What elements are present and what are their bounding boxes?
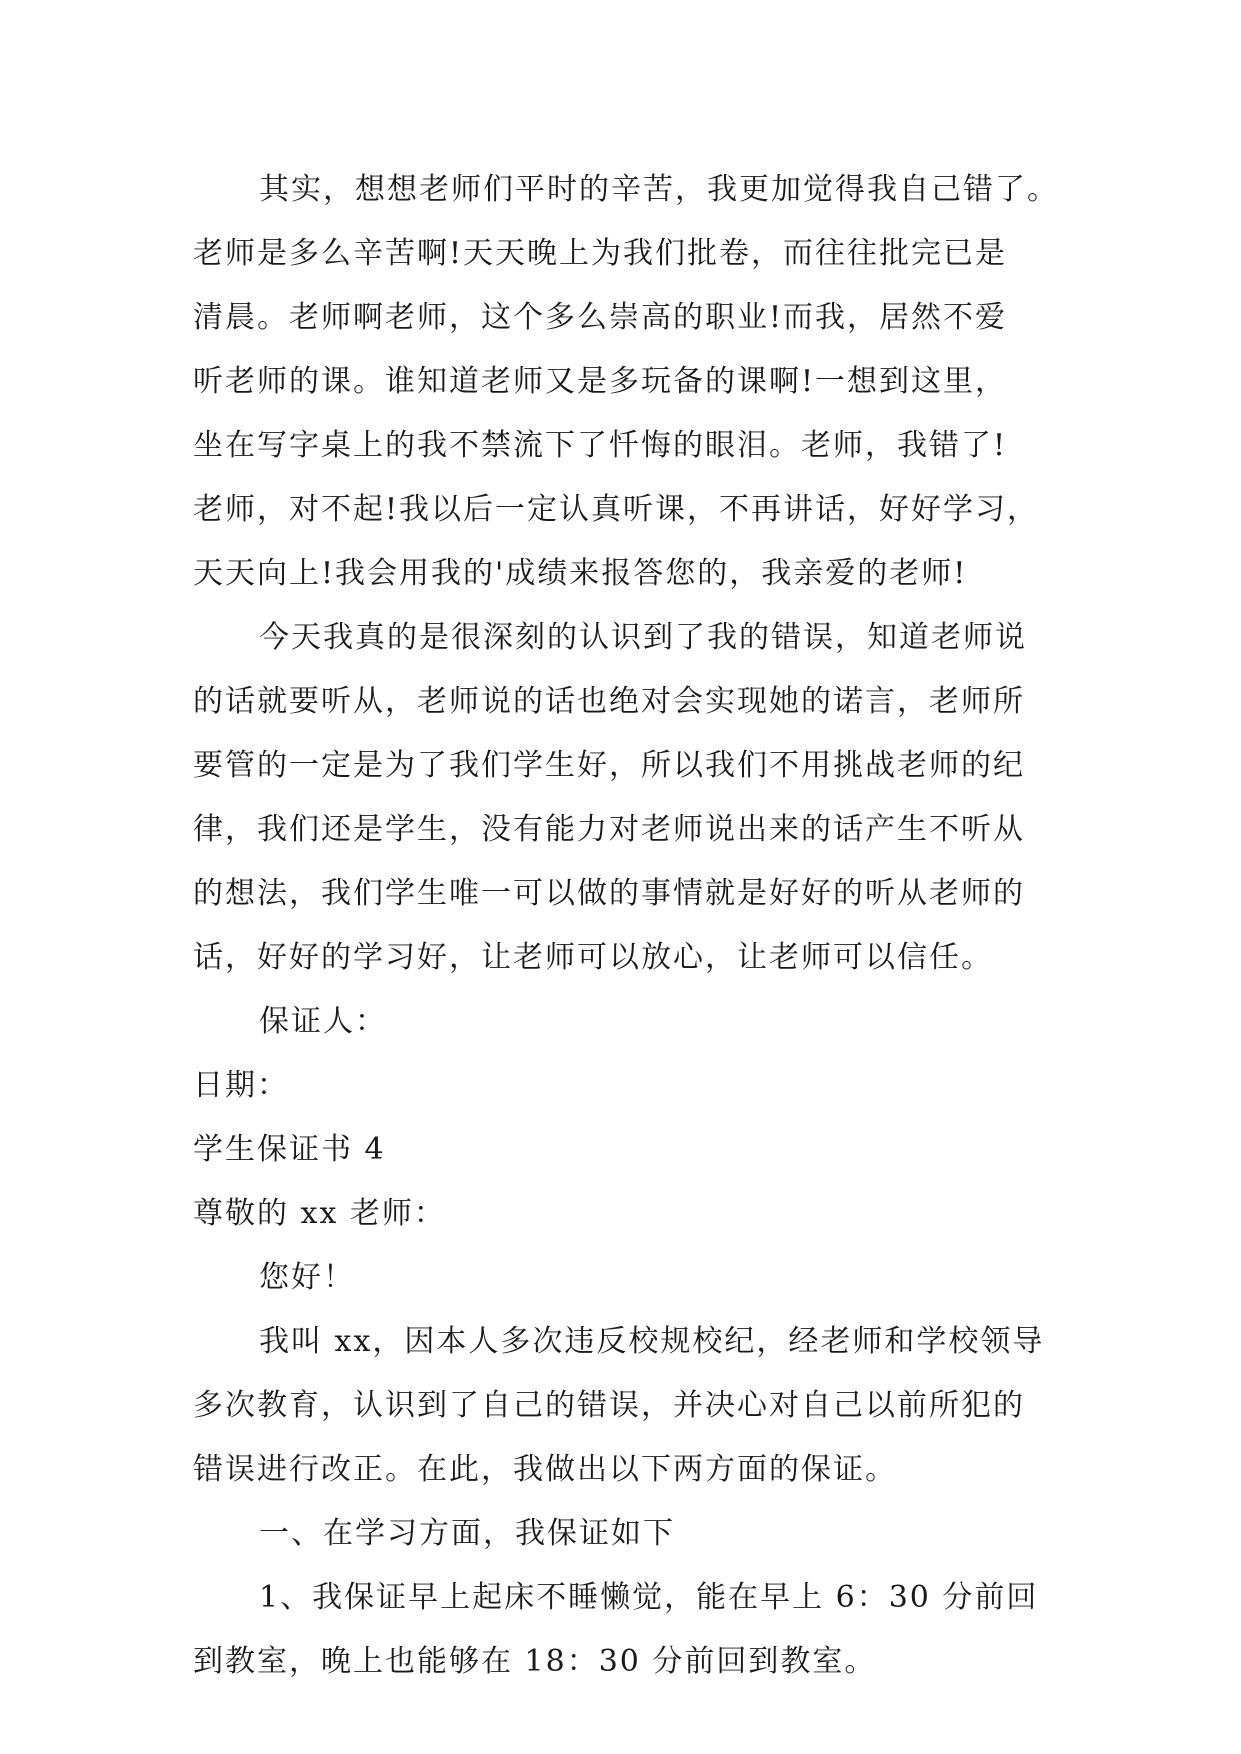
- subsection-heading: 一、在学习方面，我保证如下: [259, 1516, 675, 1551]
- salutation: 尊敬的 xx 老师：: [193, 1196, 446, 1231]
- date-label: 日期：: [193, 1068, 289, 1103]
- paragraph-line: 老师，对不起!我以后一定认真听课，不再讲话，好好学习，: [193, 492, 1040, 527]
- list-item: 1、我保证早上起床不睡懒觉，能在早上 6：30 分前回: [259, 1580, 1039, 1615]
- paragraph-line: 今天我真的是很深刻的认识到了我的错误，知道老师说: [259, 620, 1027, 655]
- greeting: 您好！: [259, 1260, 355, 1295]
- paragraph-line: 多次教育，认识到了自己的错误，并决心对自己以前所犯的: [193, 1388, 1025, 1423]
- list-item-continuation: 到教室，晚上也能够在 18：30 分前回到教室。: [193, 1644, 877, 1679]
- paragraph-line: 清晨。老师啊老师，这个多么崇高的职业!而我，居然不爱: [193, 300, 1008, 335]
- paragraph-line: 听老师的课。谁知道老师又是多玩备的课啊!一想到这里，: [193, 364, 1008, 399]
- paragraph-line: 的想法，我们学生唯一可以做的事情就是好好的听从老师的: [193, 876, 1025, 911]
- paragraph-line: 的话就要听从，老师说的话也绝对会实现她的诺言，老师所: [193, 684, 1025, 719]
- paragraph-line: 老师是多么辛苦啊!天天晚上为我们批卷，而往往批完已是: [193, 236, 1008, 271]
- section-title: 学生保证书 4: [193, 1132, 386, 1167]
- paragraph-line: 错误进行改正。在此，我做出以下两方面的保证。: [193, 1452, 897, 1487]
- guarantor-label: 保证人：: [259, 1004, 387, 1039]
- paragraph-line: 我叫 xx，因本人多次违反校规校纪，经老师和学校领导: [259, 1324, 1045, 1359]
- paragraph-line: 要管的一定是为了我们学生好，所以我们不用挑战老师的纪: [193, 748, 1025, 783]
- paragraph-line: 律，我们还是学生，没有能力对老师说出来的话产生不听从: [193, 812, 1025, 847]
- paragraph-line: 其实，想想老师们平时的辛苦，我更加觉得我自己错了。: [259, 172, 1059, 207]
- paragraph-line: 坐在写字桌上的我不禁流下了忏悔的眼泪。老师，我错了!: [193, 428, 1008, 463]
- paragraph-line: 天天向上!我会用我的'成绩来报答您的，我亲爱的老师!: [193, 556, 968, 591]
- paragraph-line: 话，好好的学习好，让老师可以放心，让老师可以信任。: [193, 940, 993, 975]
- document-body: [193, 158, 1059, 1694]
